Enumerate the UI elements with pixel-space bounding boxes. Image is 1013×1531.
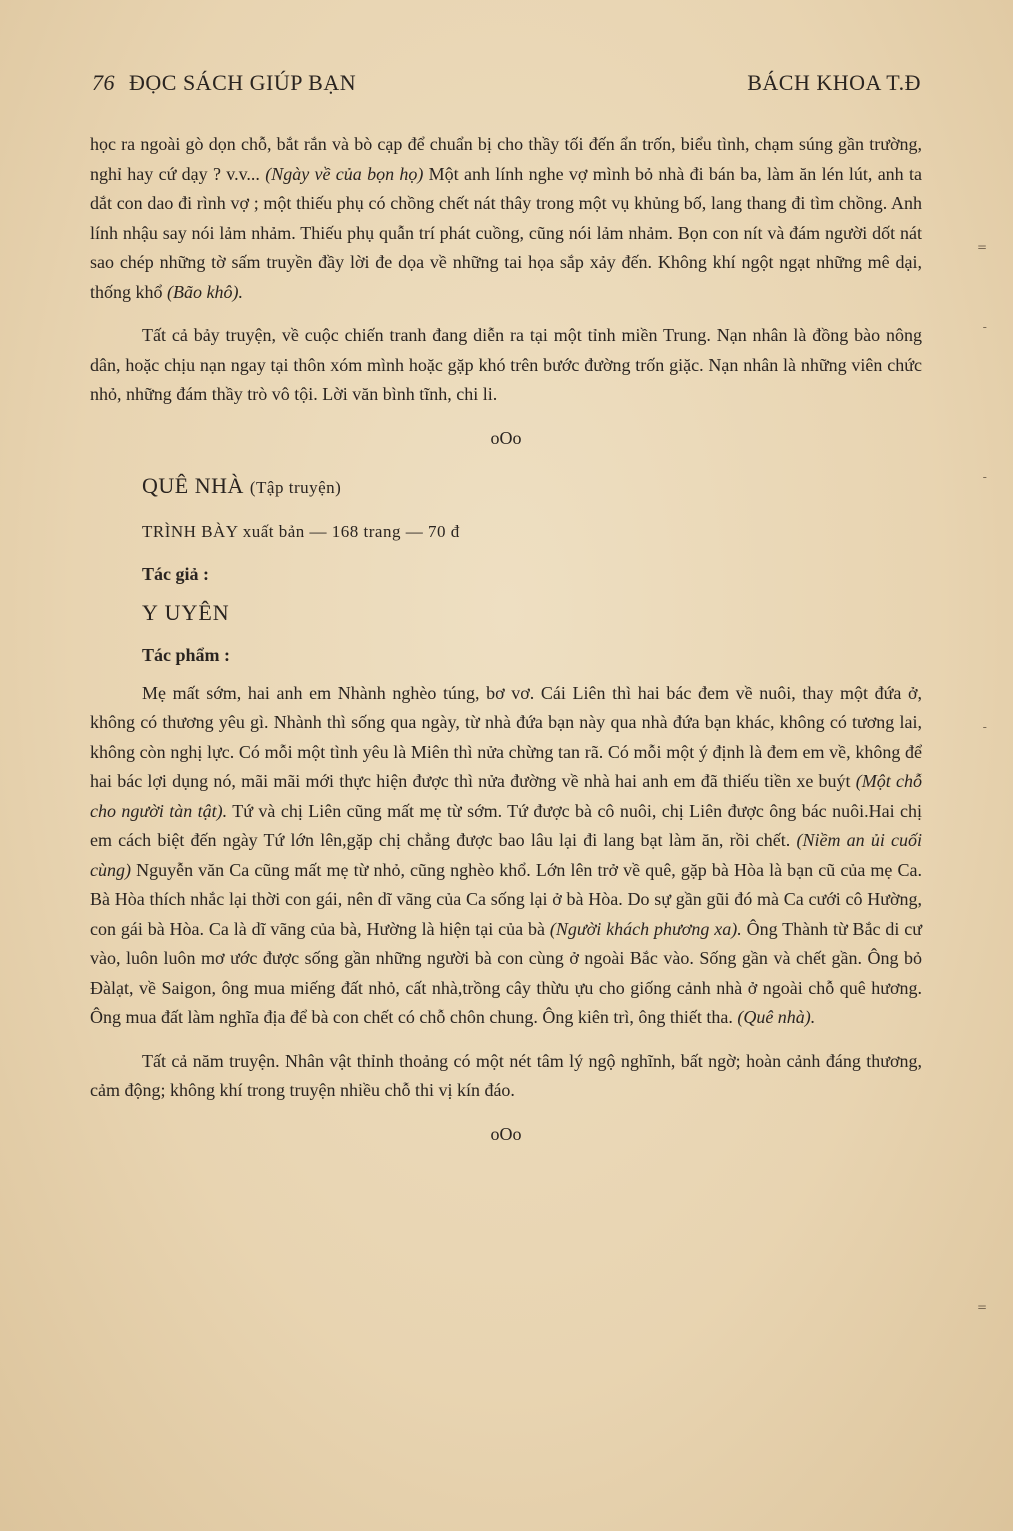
story-title: (Một chỗ cho người tàn tật). — [90, 771, 922, 821]
book-subtitle: (Tập truyện) — [249, 478, 342, 497]
text-run: Tứ và chị Liên cũng mất mẹ từ sớm. Tứ được bà cô nuôi, chị Liên được ông bác nuôi.Hai chị em cách biệt đến ngày Tứ lớn lên,gặp chị chẳng được bao lâu lại đi lang bạt làm ăn, rồi chết. — [90, 800, 922, 850]
margin-mark: - — [982, 720, 987, 734]
paragraph-conclusion: Tất cả năm truyện. Nhân vật thỉnh thoảng có một nét tâm lý ngộ nghĩnh, bất ngờ; hoàn cảnh đáng thương, cảm động; không khí trong truyện nhiều chỗ thi vị kín đáo. — [90, 1050, 922, 1100]
author-label: Tác giả : — [142, 564, 209, 584]
story-title: (Bão khô). — [167, 281, 243, 302]
article-body — [90, 130, 922, 1167]
book-title — [142, 471, 922, 503]
paragraph-synopsis — [90, 679, 922, 1033]
text-run: Ông Thành từ Bắc di cư vào, luôn luôn mơ ước được sống gần những người bà con cùng ở ngoài Bắc vào. Sống gần và chết gần. Ông bỏ Đàlạt, về Saigon, ông mua miếng đất nhỏ, cất nhà,trồng cây thừu ựu cho giống cảnh nhà ở ngoài chỗ quê hương. Ông mua đất làm nghĩa địa để bà con chết có chỗ chôn chung. Ông kiên trì, ông thiết tha. — [90, 918, 923, 1027]
paragraph-summary: Tất cả bảy truyện, về cuộc chiến tranh đang diễn ra tại một tỉnh miền Trung. Nạn nhân là đồng bào nông dân, hoặc chịu nạn ngay tại thôn xóm mình hoặc gặp khó trên bước đường trốn giặc. Nạn nhân là những viên chức nhỏ, những đám thầy trò vô tội. Lời văn bình tĩnh, chi li. — [90, 325, 922, 404]
page-number: 76 — [92, 70, 115, 95]
text-run: học ra ngoài gò dọn chỗ, bắt rắn và bò cạp để chuẩn bị cho thầy tối đến ẩn trốn, biểu tình, chạm súng gần trường, nghỉ hay cứ dạy ? v.v... — [90, 134, 922, 184]
section-separator-end: oOo — [490, 1123, 522, 1144]
page-header — [92, 70, 921, 110]
text-run: Một anh lính nghe vợ mình bỏ nhà đi bán ba, làm ăn lén lút, anh ta dắt con dao đi rình vợ ; một thiếu phụ có chồng chết nát thây trong một vụ khủng bố, lang thang đi tìm chồng. Anh lính nhậu say nói lảm nhảm. Thiếu phụ quẫn trí phát cuồng, cũng nói lảm nhảm. Bọn con nít và đám người dốt nát sao chép những tờ sấm truyền đầy lời đe dọa về những tai họa sắp xảy đến. Không khí ngột ngạt những mê dại, thống khổ — [90, 163, 922, 302]
margin-mark: - — [982, 320, 987, 334]
works-label: Tác phẩm : — [142, 645, 231, 665]
paragraph-continued — [90, 130, 922, 307]
author-name: Y UYÊN — [142, 599, 230, 625]
section-separator: oOo — [490, 427, 522, 448]
margin-mark: = — [976, 1300, 987, 1314]
text-run: Mẹ mất sớm, hai anh em Nhành nghèo túng, bơ vơ. Cái Liên thì hai bác đem về nuôi, thay một đứa ở, không có thương yêu gì. Nhành thì sống qua ngày, từ nhà đứa bạn này qua nhà đứa bạn khác, không có tương lai, không còn nghị lực. Có mỗi một tình yêu là Miên thì nửa chừng tan rã. Có mỗi một ý định là đem em về, không để hai bác lợi dụng nó, mãi mãi mới thực hiện được thì nửa đường về nhà hai anh em đã thiếu tiền xe buýt — [90, 682, 922, 791]
publisher-line: TRÌNH BÀY xuất bản — 168 trang — 70 đ — [142, 521, 460, 541]
story-title: (Niềm an ủi cuối cùng) — [90, 830, 922, 880]
book-title-text: QUÊ NHÀ — [142, 473, 244, 498]
text-run: Nguyễn văn Ca cũng mất mẹ từ nhỏ, cũng nghèo khổ. Lớn lên trở về quê, gặp bà Hòa là bạn cũ của mẹ Ca. Bà Hòa thích nhắc lại thời con gái, nên dĩ vãng của Ca sống lại ở bà Hòa. Do sự gần gũi đó mà Ca cưới cô Hường, con gái bà Hòa. Ca là dĩ vãng của bà, Hường là hiện tại của bà — [90, 859, 922, 939]
story-title: (Người khách phương xa). — [549, 918, 742, 939]
story-title: (Quê nhà). — [737, 1007, 816, 1027]
margin-mark: - — [982, 470, 987, 484]
journal-title: BÁCH KHOA T.Đ — [747, 70, 921, 95]
book-entry — [142, 471, 922, 671]
section-title: ĐỌC SÁCH GIÚP BẠN — [129, 70, 357, 95]
margin-mark: = — [976, 240, 987, 254]
story-title: (Ngày về của bọn họ) — [265, 163, 424, 184]
